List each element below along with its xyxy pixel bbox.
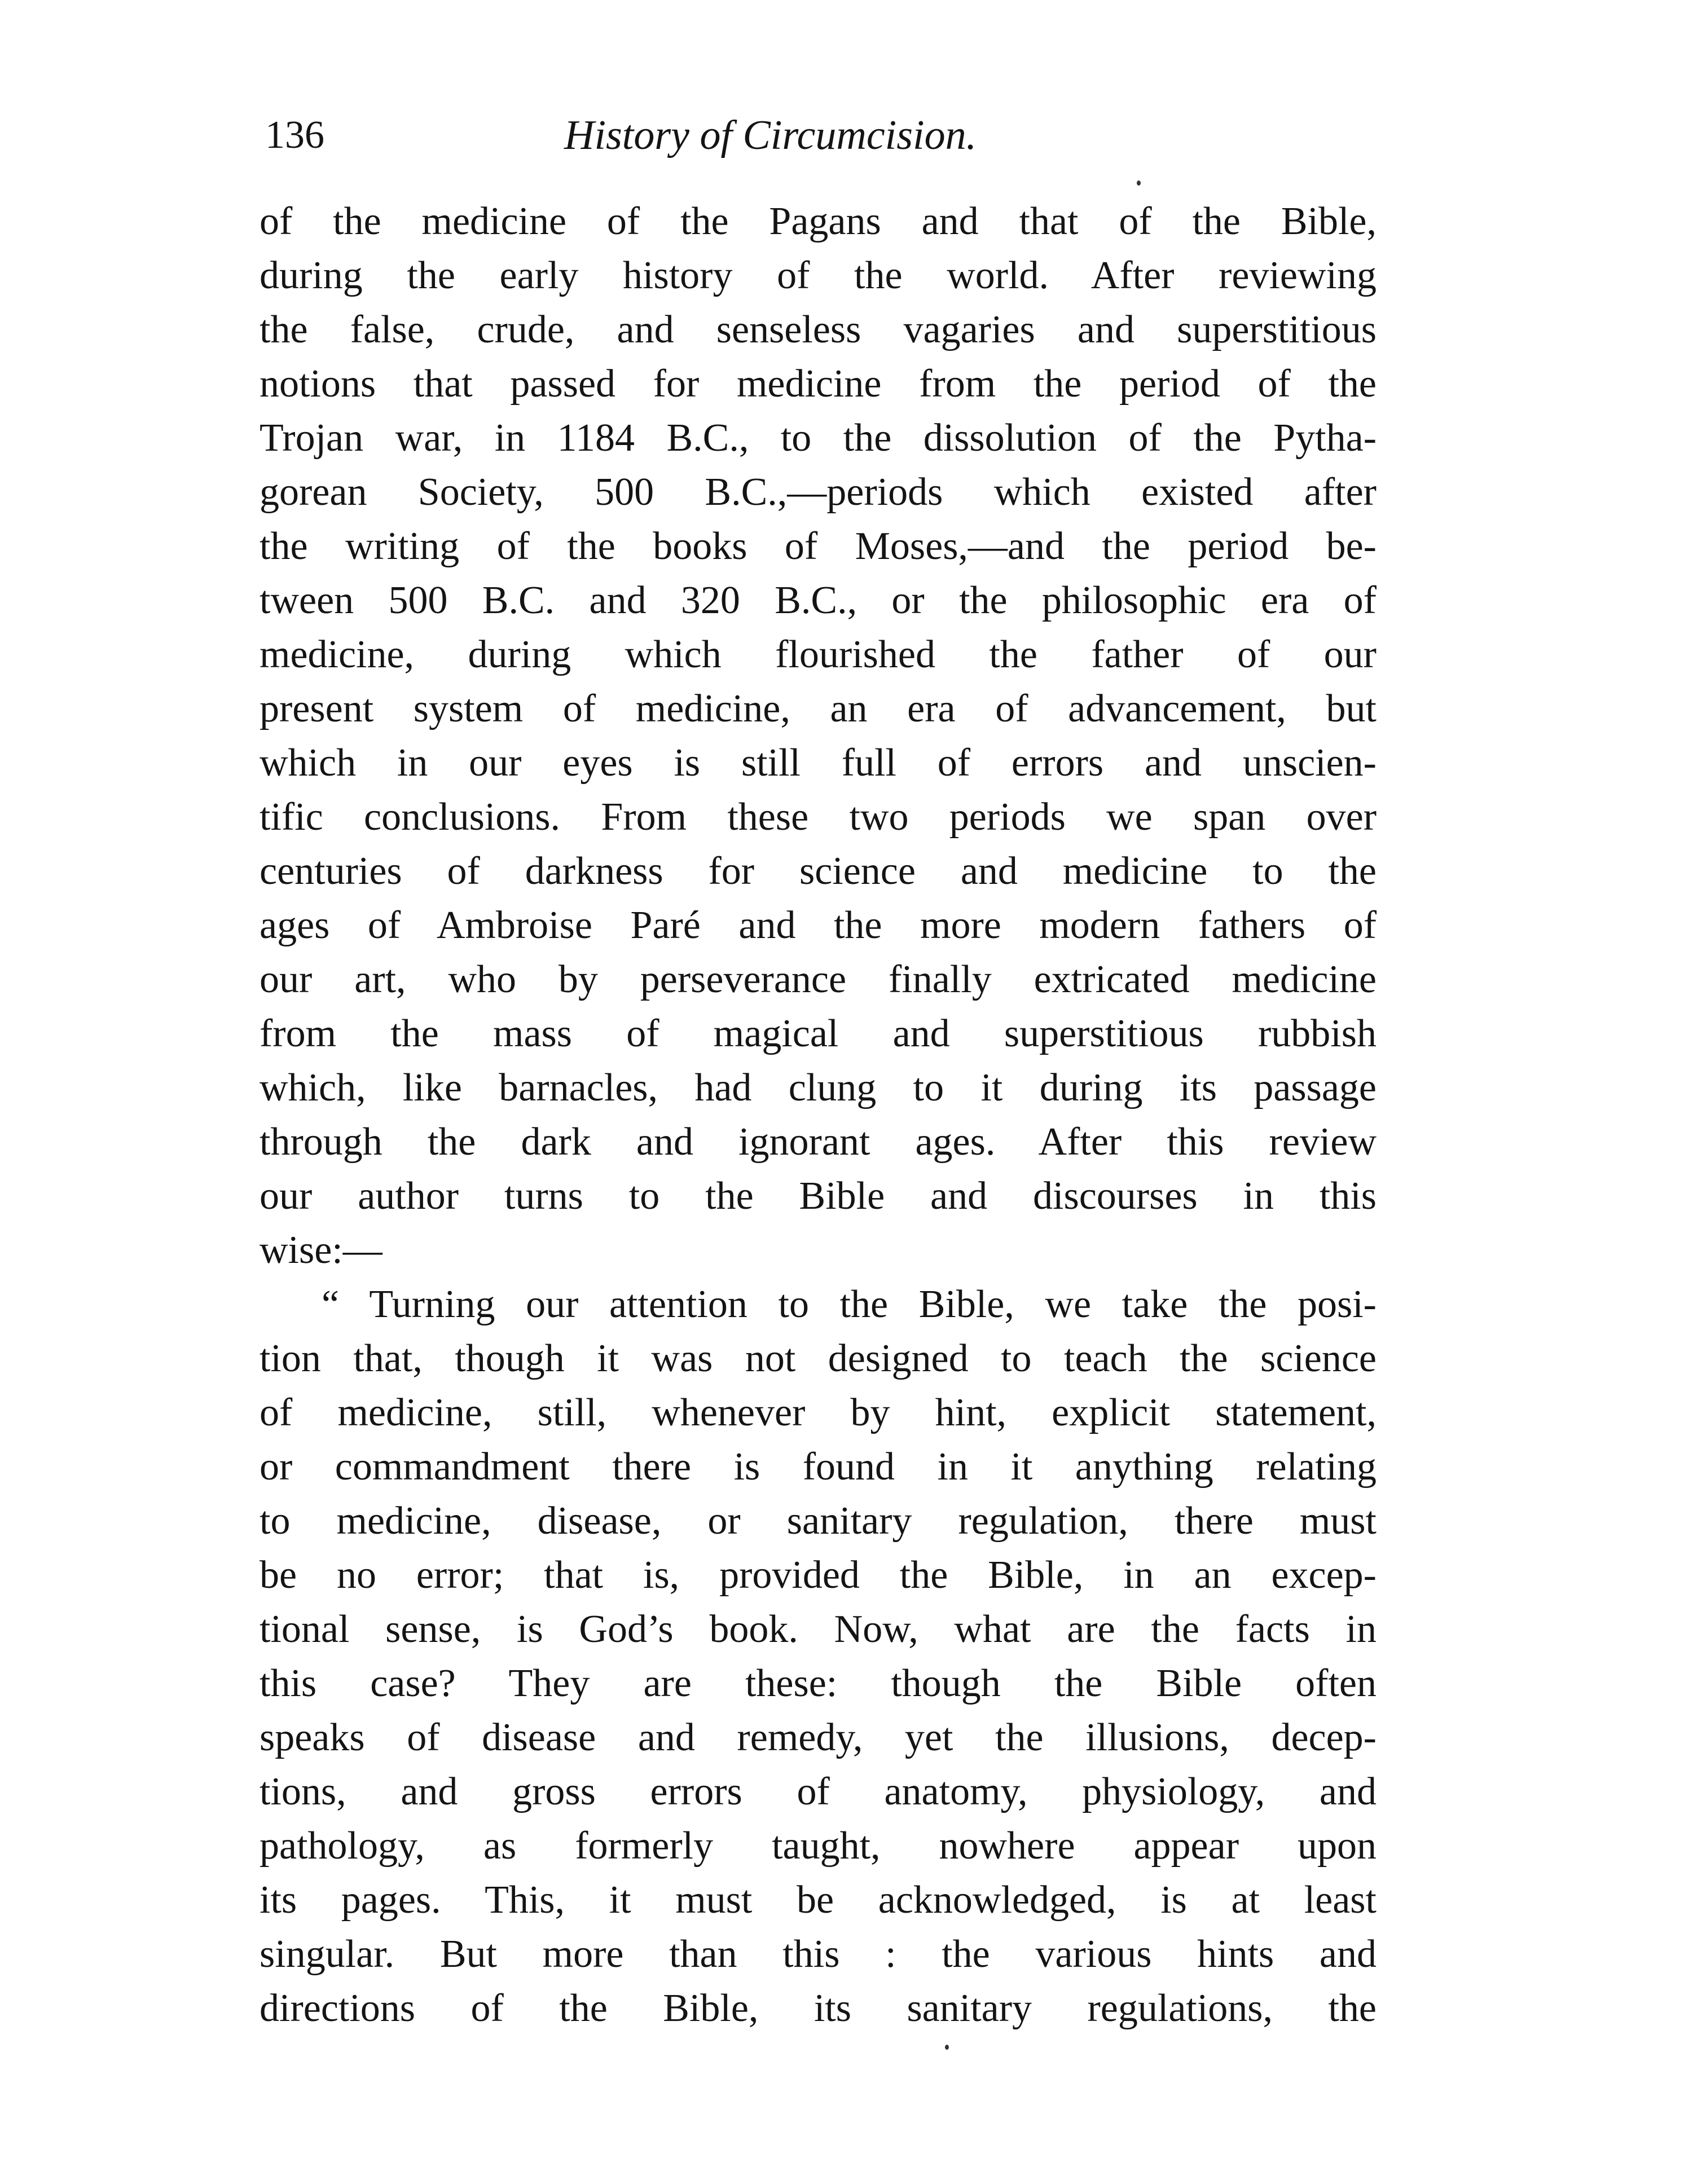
body-text <box>260 195 1377 2036</box>
text-line: centuries of darkness for science and medicine to the <box>260 849 1377 893</box>
text-line: tween 500 B.C. and 320 B.C., or the philosophic era of <box>260 579 1377 622</box>
text-line-paragraph-end: wise:— <box>260 1228 382 1272</box>
text-line: through the dark and ignorant ages. After this review <box>260 1120 1377 1164</box>
text-line: during the early history of the world. After reviewing <box>260 254 1377 297</box>
text-line: ages of Ambroise Paré and the more modern fathers of <box>260 904 1377 947</box>
text-line: pathology, as formerly taught, nowhere appear upon <box>260 1824 1377 1868</box>
text-line: or commandment there is found in it anything relating <box>260 1445 1377 1489</box>
text-line: gorean Society, 500 B.C.,—periods which existed after <box>260 470 1377 514</box>
text-line: to medicine, disease, or sanitary regulation, there must <box>260 1499 1377 1543</box>
text-line: the writing of the books of Moses,—and the period be- <box>260 525 1377 568</box>
text-line: our author turns to the Bible and discourses in this <box>260 1174 1377 1218</box>
print-speck <box>1137 180 1141 186</box>
text-line: Trojan war, in 1184 B.C., to the dissolution of the Pytha- <box>260 416 1377 460</box>
page-number: 136 <box>265 113 324 157</box>
text-line: the false, crude, and senseless vagaries and superstitious <box>260 308 1377 351</box>
text-line: which, like barnacles, had clung to it during its passage <box>260 1066 1377 1109</box>
text-line: tific conclusions. From these two periods we span over <box>260 795 1377 839</box>
text-line: present system of medicine, an era of advancement, but <box>260 687 1377 730</box>
text-line: tional sense, is God’s book. Now, what are the facts in <box>260 1608 1377 1651</box>
text-line: singular. But more than this : the various hints and <box>260 1932 1377 1976</box>
text-line: of the medicine of the Pagans and that of the Bible, <box>260 200 1377 243</box>
text-line: speaks of disease and remedy, yet the illusions, decep- <box>260 1716 1377 1759</box>
text-line: which in our eyes is still full of errors and unscien- <box>260 741 1377 785</box>
text-line: directions of the Bible, its sanitary regulations, the <box>260 1987 1377 2030</box>
text-line: this case? They are these: though the Bible often <box>260 1662 1377 1705</box>
text-line: notions that passed for medicine from the period of the <box>260 362 1377 406</box>
running-title: History of Circumcision. <box>564 112 977 158</box>
text-line: of medicine, still, whenever by hint, explicit statement, <box>260 1391 1377 1434</box>
text-line: our art, who by perseverance finally extricated medicine <box>260 958 1377 1001</box>
text-line: tion that, though it was not designed to teach the science <box>260 1337 1377 1380</box>
page-header <box>265 104 1371 166</box>
text-line: its pages. This, it must be acknowledged, is at least <box>260 1878 1377 1922</box>
text-line: tions, and gross errors of anatomy, physiology, and <box>260 1770 1377 1813</box>
text-line-quote-start: “ Turning our attention to the Bible, we take the posi- <box>322 1283 1377 1326</box>
text-line: be no error; that is, provided the Bible, in an excep- <box>260 1553 1377 1597</box>
text-line: from the mass of magical and superstitious rubbish <box>260 1012 1377 1055</box>
print-speck <box>945 2045 949 2050</box>
text-line: medicine, during which flourished the father of our <box>260 633 1377 676</box>
